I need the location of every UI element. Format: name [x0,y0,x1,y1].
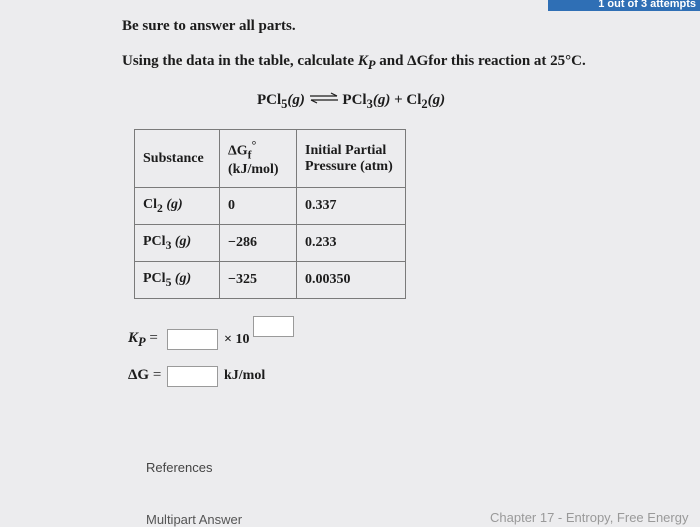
cell-pressure: 0.00350 [297,262,406,299]
chapter-label: Chapter 17 - Entropy, Free Energy [490,510,689,525]
instruction-text: Be sure to answer all parts. [122,18,296,34]
equilibrium-arrow-icon [309,92,339,109]
attempts-banner: 1 out of 3 attempts [548,0,700,11]
table-row [135,188,406,225]
cell-dgf: −286 [220,225,297,262]
kp-exponent-input[interactable] [253,316,294,337]
question-mid: and [379,53,404,69]
times-ten-label: × 10 [224,332,250,347]
cell-pressure: 0.233 [297,225,406,262]
cell-substance: PCl$_5$ (g) [135,262,220,299]
cell-dgf: 0 [220,188,297,225]
kp-mantissa-input[interactable] [167,329,218,350]
table-row [135,225,406,262]
cell-substance: PCl$_3$ (g) [135,225,220,262]
product-1: PCl$_3$(g) [342,92,391,111]
question-prefix: Using the data in the table, calculate [122,53,355,69]
multipart-answer-label: Multipart Answer [146,512,243,527]
dg-input[interactable] [167,366,218,387]
dg-answer-label: ΔG = [128,367,162,383]
cell-dgf: −325 [220,262,297,299]
table-row [135,262,406,299]
delta-g-symbol: ΔG [407,53,429,69]
header-pressure: Initial Partial Pressure (atm) [297,130,406,188]
header-substance: Substance [135,130,220,188]
reaction-equation [257,92,445,112]
kp-answer-label: $K_P$ = [128,330,158,349]
thermo-data-table [134,129,406,299]
header-dgf: $\Delta G_f^\circ$ (kJ/mol) [220,130,297,188]
question-text [122,53,586,73]
kp-symbol: $K_P$ [357,53,376,72]
reactant: PCl$_5$(g) [257,92,305,111]
question-suffix: for this reaction at 25°C. [428,53,586,69]
cell-pressure: 0.337 [297,188,406,225]
dg-unit-label: kJ/mol [224,368,266,383]
product-2: $Cl_2(g)$ [406,92,446,111]
references-link[interactable]: References [146,460,213,475]
plus-sign: + [394,92,403,108]
cell-substance: $Cl_2$ (g) [135,188,220,225]
table-header-row [135,130,406,188]
